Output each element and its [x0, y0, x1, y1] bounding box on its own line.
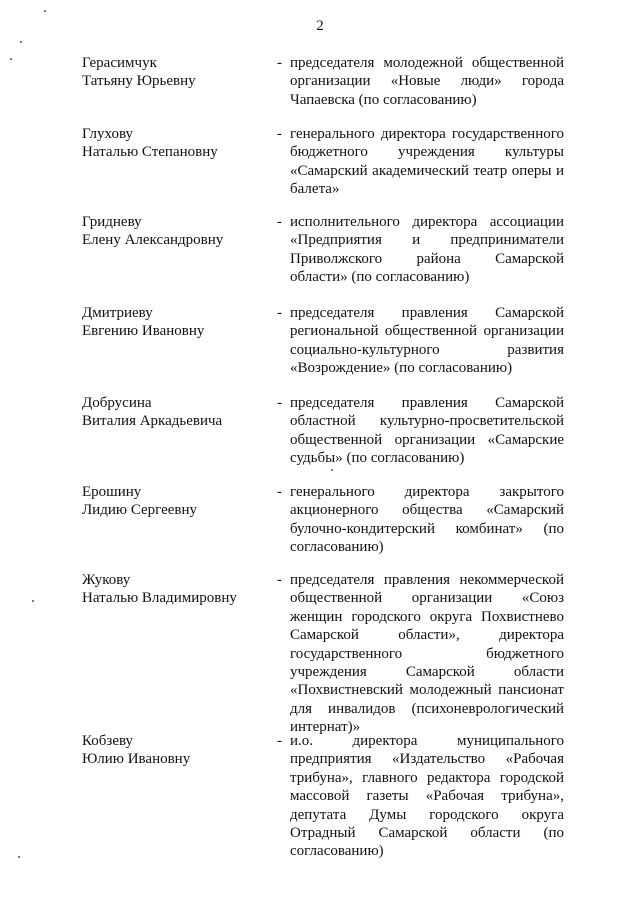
member-name: [82, 571, 262, 608]
member-position: исполнительного директора ассоциации «Предприятия и предприниматели Приволжского района Самарской области» (по согласованию): [290, 214, 564, 286]
member-position: генерального директора государственного бюджетного учреждения культуры «Самарский академический театр оперы и балета»: [290, 126, 564, 198]
member-position: генерального директора закрытого акционерного общества «Самарский булочно-кондитерский комбинат» (по согласованию): [290, 484, 564, 556]
scan-speck: [331, 469, 333, 471]
entry-dash: -: [277, 305, 282, 321]
member-name: [82, 394, 262, 431]
member-given-names: Евгению Ивановну: [82, 323, 205, 340]
member-given-names: Лидию Сергеевну: [82, 502, 198, 519]
entry-dash: -: [277, 214, 282, 230]
entry-dash: -: [277, 395, 282, 411]
member-surname: Гридневу: [82, 214, 142, 230]
member-surname: Кобзеву: [82, 733, 134, 749]
member-name: [82, 54, 262, 91]
member-position: председателя правления Самарской областной культурно-просветительской общественной организации «Самарские судьбы» (по согласованию): [290, 395, 564, 467]
member-surname: Герасимчук: [82, 55, 157, 71]
member-given-names: Наталью Степановну: [82, 144, 218, 161]
scan-speck: [32, 600, 34, 602]
entry-dash: -: [277, 55, 282, 71]
member-surname: Добрусина: [82, 395, 152, 411]
entry-dash: -: [277, 484, 282, 500]
member-name: [82, 732, 262, 769]
entry-dash: -: [277, 126, 282, 142]
member-position: председателя правления некоммерческой общественной организации «Союз женщин городского округа Похвистнево Самарской области», директора государственного бюджетного учреждения Самарской области «Похвистневский молодежный пансионат для инвалидов (психоневрологический интернат)»: [290, 572, 564, 736]
member-given-names: Елену Александровну: [82, 232, 224, 249]
entry-dash: -: [277, 572, 282, 588]
member-name: [82, 483, 262, 520]
member-given-names: Татьяну Юрьевну: [82, 73, 196, 90]
entry-dash: -: [277, 733, 282, 749]
member-surname: Глухову: [82, 126, 134, 142]
member-given-names: Виталия Аркадьевича: [82, 413, 223, 430]
member-surname: Дмитриеву: [82, 305, 153, 321]
scan-speck: [10, 58, 12, 60]
member-name: [82, 125, 262, 162]
member-name: [82, 213, 262, 250]
scan-speck: [18, 856, 20, 858]
member-given-names: Юлию Ивановну: [82, 751, 191, 768]
page-number: 2: [316, 18, 324, 34]
scan-speck: [44, 10, 46, 12]
member-position: председателя правления Самарской региональной общественной организации социально-культурного развития «Возрождение» (по согласованию): [290, 305, 564, 377]
member-surname: Ерошину: [82, 484, 142, 500]
member-surname: Жукову: [82, 572, 131, 588]
member-position: и.о. директора муниципального предприятия «Издательство «Рабочая трибуна», главного редактора городской массовой газеты «Рабочая трибуна», депутата Думы городского округа Отрадный Самарской области (по согласованию): [290, 733, 564, 860]
member-position: председателя молодежной общественной организации «Новые люди» города Чапаевска (по согласованию): [290, 55, 564, 108]
member-given-names: Наталью Владимировну: [82, 590, 237, 607]
member-name: [82, 304, 262, 341]
scan-speck: [20, 41, 22, 43]
